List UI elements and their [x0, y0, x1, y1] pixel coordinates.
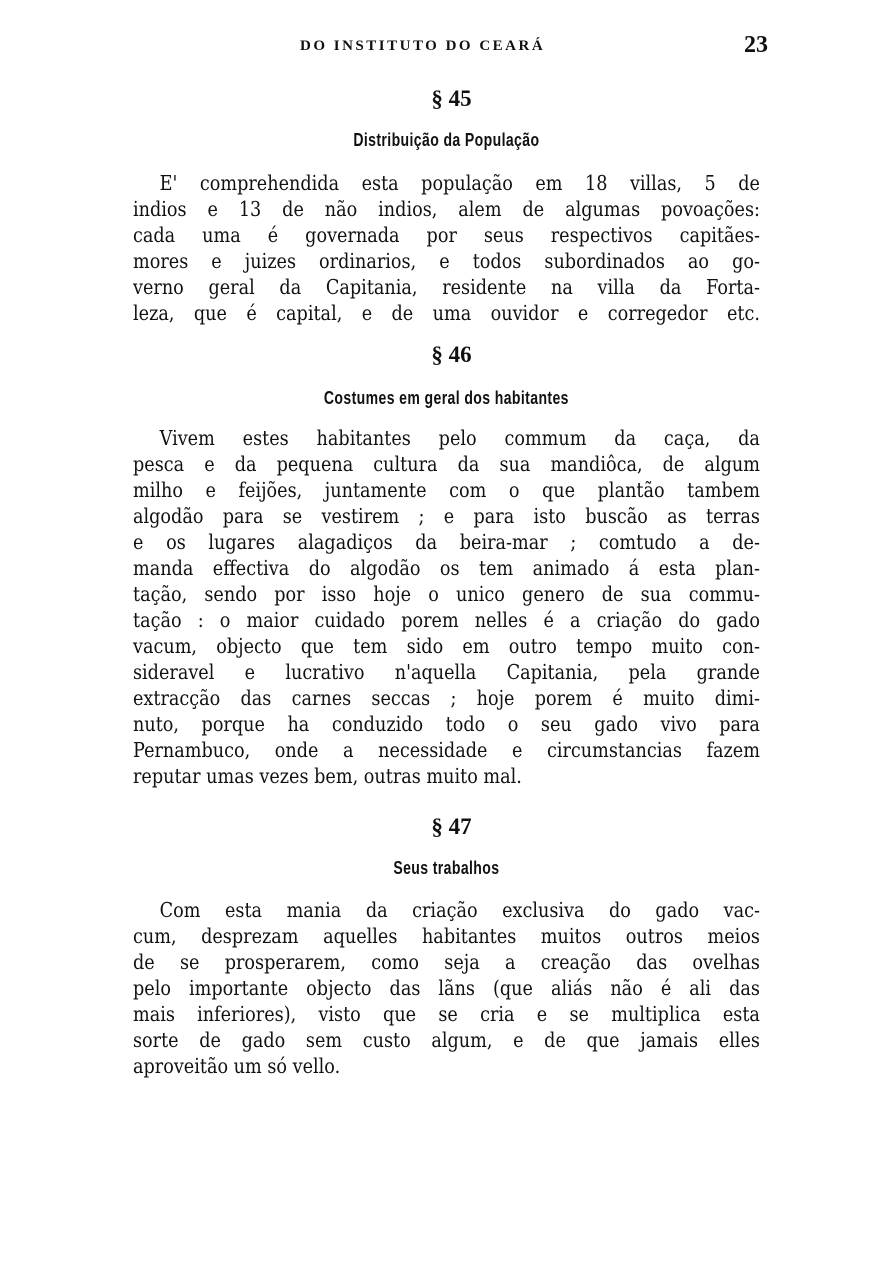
text-line: Vivem estes habitantes pelo commum da caça, da	[159, 426, 760, 450]
section-title-46: Costumes em geral dos habitantes	[323, 388, 569, 408]
section-title-47: Seus trabalhos	[393, 858, 500, 878]
paragraph-section-45	[133, 170, 760, 326]
page-number: 23	[744, 32, 768, 58]
text-line: vacum, objecto que tem sido em outro tempo muito con-	[133, 634, 760, 658]
text-line: nuto, porque ha conduzido todo o seu gado vivo para	[133, 712, 760, 736]
text-line: algodão para se vestirem ; e para isto buscão as terras	[133, 504, 760, 528]
text-line: verno geral da Capitania, residente na villa da Forta-	[133, 275, 760, 299]
text-line: extracção das carnes seccas ; hoje porem é muito dimi-	[133, 686, 760, 710]
text-line: e os lugares alagadiços da beira-mar ; comtudo a de-	[133, 530, 760, 554]
text-line: aproveitão um só vello.	[133, 1054, 341, 1078]
paragraph-section-47	[133, 897, 760, 1079]
section-mark-47: § 47	[431, 814, 472, 839]
text-line: Com esta mania da criação exclusiva do gado vac-	[159, 898, 760, 922]
text-line: leza, que é capital, e de uma ouvidor e corregedor etc.	[133, 301, 760, 325]
running-head: DO INSTITUTO DO CEARÁ	[300, 38, 546, 54]
text-line: cum, desprezam aquelles habitantes muitos outros meios	[133, 924, 760, 948]
text-line: sideravel e lucrativo n'aquella Capitania, pela grande	[133, 660, 760, 684]
text-line: tação : o maior cuidado porem nelles é a criação do gado	[133, 608, 760, 632]
paragraph-section-46	[133, 425, 760, 789]
section-mark-45: § 45	[431, 86, 472, 111]
text-line: pelo importante objecto das lãns (que aliás não é ali das	[133, 976, 760, 1000]
text-line: tação, sendo por isso hoje o unico genero de sua commu-	[133, 582, 760, 606]
text-line: reputar umas vezes bem, outras muito mal.	[133, 764, 522, 788]
text-line: manda effectiva do algodão os tem animado á esta plan-	[133, 556, 760, 580]
text-line: indios e 13 de não indios, alem de algumas povoações:	[133, 197, 760, 221]
section-mark-46: § 46	[431, 342, 472, 367]
text-line: E' comprehendida esta população em 18 villas, 5 de	[159, 171, 760, 195]
text-line: pesca e da pequena cultura da sua mandiôca, de algum	[133, 452, 760, 476]
text-line: Pernambuco, onde a necessidade e circumstancias fazem	[133, 738, 760, 762]
text-line: cada uma é governada por seus respectivos capitães-	[133, 223, 760, 247]
text-line: mores e juizes ordinarios, e todos subordinados ao go-	[133, 249, 760, 273]
text-line: sorte de gado sem custo algum, e de que jamais elles	[133, 1028, 760, 1052]
section-title-45: Distribuição da População	[353, 130, 540, 150]
text-line: de se prosperarem, como seja a creação das ovelhas	[133, 950, 760, 974]
text-line: milho e feijões, juntamente com o que plantão tambem	[133, 478, 760, 502]
text-line: mais inferiores), visto que se cria e se multiplica esta	[133, 1002, 760, 1026]
